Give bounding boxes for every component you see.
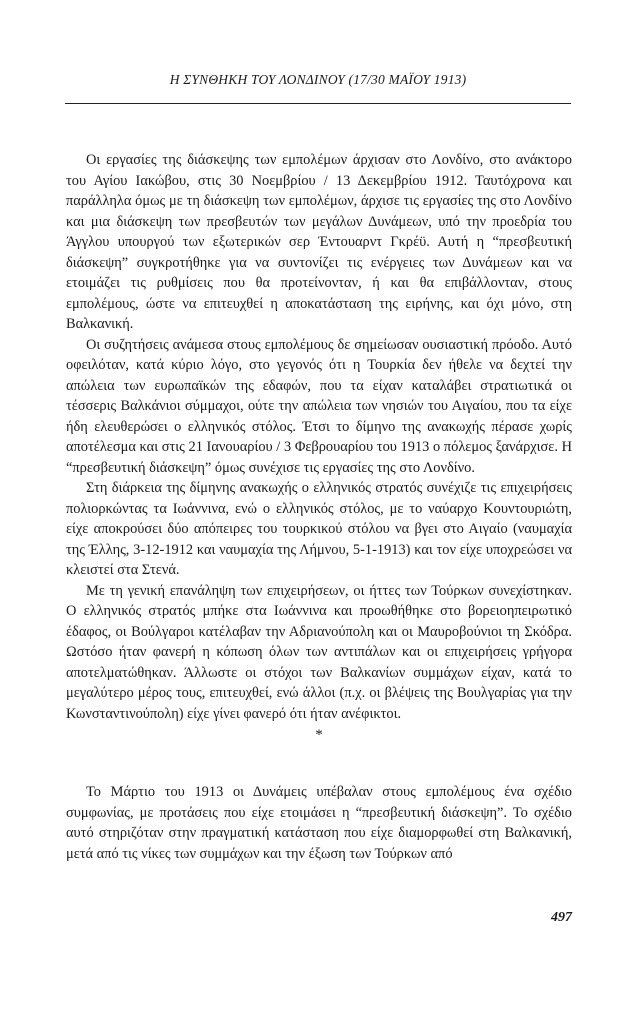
page-number: 497 [551, 910, 572, 925]
paragraph: Στη διάρκεια της δίμηνης ανακωχής ο ελληνικός στρατός συνέχιζε τις επιχειρήσεις πολιορκώντας τα Ιωάννινα, ενώ ο ελληνικός στόλος, με το ναύαρχο Κουντουριώτη, είχε αποκρούσει δύο απόπειρες του τουρκικού στόλου να βγει στο Αιγαίο (ναυμαχία της Έλλης, 3-12-1912 και ναυμαχία της Λήμνου, 5-1-1913) και τον είχε υποχρεώσει να κλειστεί στα Στενά. [66, 480, 572, 578]
paragraph: Οι συζητήσεις ανάμεσα στους εμπολέμους δε σημείωσαν ουσιαστική πρόοδο. Αυτό οφειλόταν, κατά κύριο λόγο, στο γεγονός ότι η Τουρκία δεν ήθελε να δεχτεί την απώλεια των ευρωπαϊκών της εδαφών, που τα είχαν καταλάβει στρατιωτικά οι τέσσερις Βαλκάνιοι σύμμαχοι, ούτε την απώλεια των νησιών του Αιγαίου, που τα είχε ήδη ελευθερώσει ο ελληνικός στόλος. Έτσι το δίμηνο της ανακωχής πέρασε χωρίς αποτέλεσμα και στις 21 Ιανουαρίου / 3 Φεβρουαρίου του 1913 ο πόλεμος ξανάρχισε. Η “πρεσβευτική διάσκεψη” όμως συνέχισε τις εργασίες της στο Λονδίνο. [66, 336, 572, 476]
section-separator: * [315, 727, 323, 743]
running-header: Η ΣΥΝΘΗΚΗ ΤΟΥ ΛΟΝΔΙΝΟΥ (17/30 ΜΑΪΟΥ 1913) [169, 72, 467, 87]
header-rule [65, 103, 571, 104]
paragraph: Οι εργασίες της διάσκεψης των εμπολέμων άρχισαν στο Λονδίνο, στο ανάκτορο του Αγίου Ιακώβου, στις 30 Νοεμβρίου / 13 Δεκεμβρίου 1912. Ταυτόχρονα και παράλληλα όμως με τη διάσκεψη των εμπολέμων, άρχισε τις εργασίες της στο Λονδίνο και μια διάσκεψη των πρεσβευτών των μεγάλων Δυνάμεων, υπό την προεδρία του Άγγλου υπουργού των εξωτερικών σερ Έντουαρντ Γκρέϋ. Αυτή η “πρεσβευτική διάσκεψη” συγκροτήθηκε για να συντονίζει τις ενέργειες των Δυνάμεων και να ετοιμάζει τις ρυθμίσεις που θα προτείνονταν, ή και θα επιβάλλονταν, στους εμπολέμους, ώστε να επιτευχθεί η αποκατάσταση της ειρήνης, και όχι μόνο, στη Βαλκανική. [66, 152, 572, 332]
section-gap [66, 746, 572, 782]
paragraph: Με τη γενική επανάληψη των επιχειρήσεων, οι ήττες των Τούρκων συνεχίστηκαν. Ο ελληνικός στρατός μπήκε στα Ιωάννινα και προωθήθηκε στο βορειοηπειρωτικό έδαφος, οι Βούλγαροι κατέλαβαν την Αδριανούπολη και οι Μαυροβούνιοι τη Σκόδρα. Ωστόσο ήταν φανερή η κόπωση όλων των αντιπάλων και οι επιχειρήσεις γρήγορα αποτελματώθηκαν. Άλλωστε οι στόχοι των Βαλκανίων συμμάχων είχαν, κατά το μεγαλύτερο μέρος τους, επιτευχθεί, ενώ άλλοι (π.χ. οι βλέψεις της Βουλγαρίας για την Κωνσταντινούπολη) είχε γίνει φανερό ότι ήταν ανέφικτοι. [66, 582, 572, 722]
body-text [66, 150, 572, 864]
paragraph: Το Μάρτιο του 1913 οι Δυνάμεις υπέβαλαν στους εμπολέμους ένα σχέδιο συμφωνίας, με προτάσεις που είχε ετοιμάσει η “πρεσβευτική διάσκεψη”. Το σχέδιο αυτό στηριζόταν στην πραγματική κατάσταση που είχε διαμορφωθεί στη Βαλκανική, μετά από τις νίκες των συμμάχων και την έξωση των Τούρκων από [66, 784, 572, 862]
